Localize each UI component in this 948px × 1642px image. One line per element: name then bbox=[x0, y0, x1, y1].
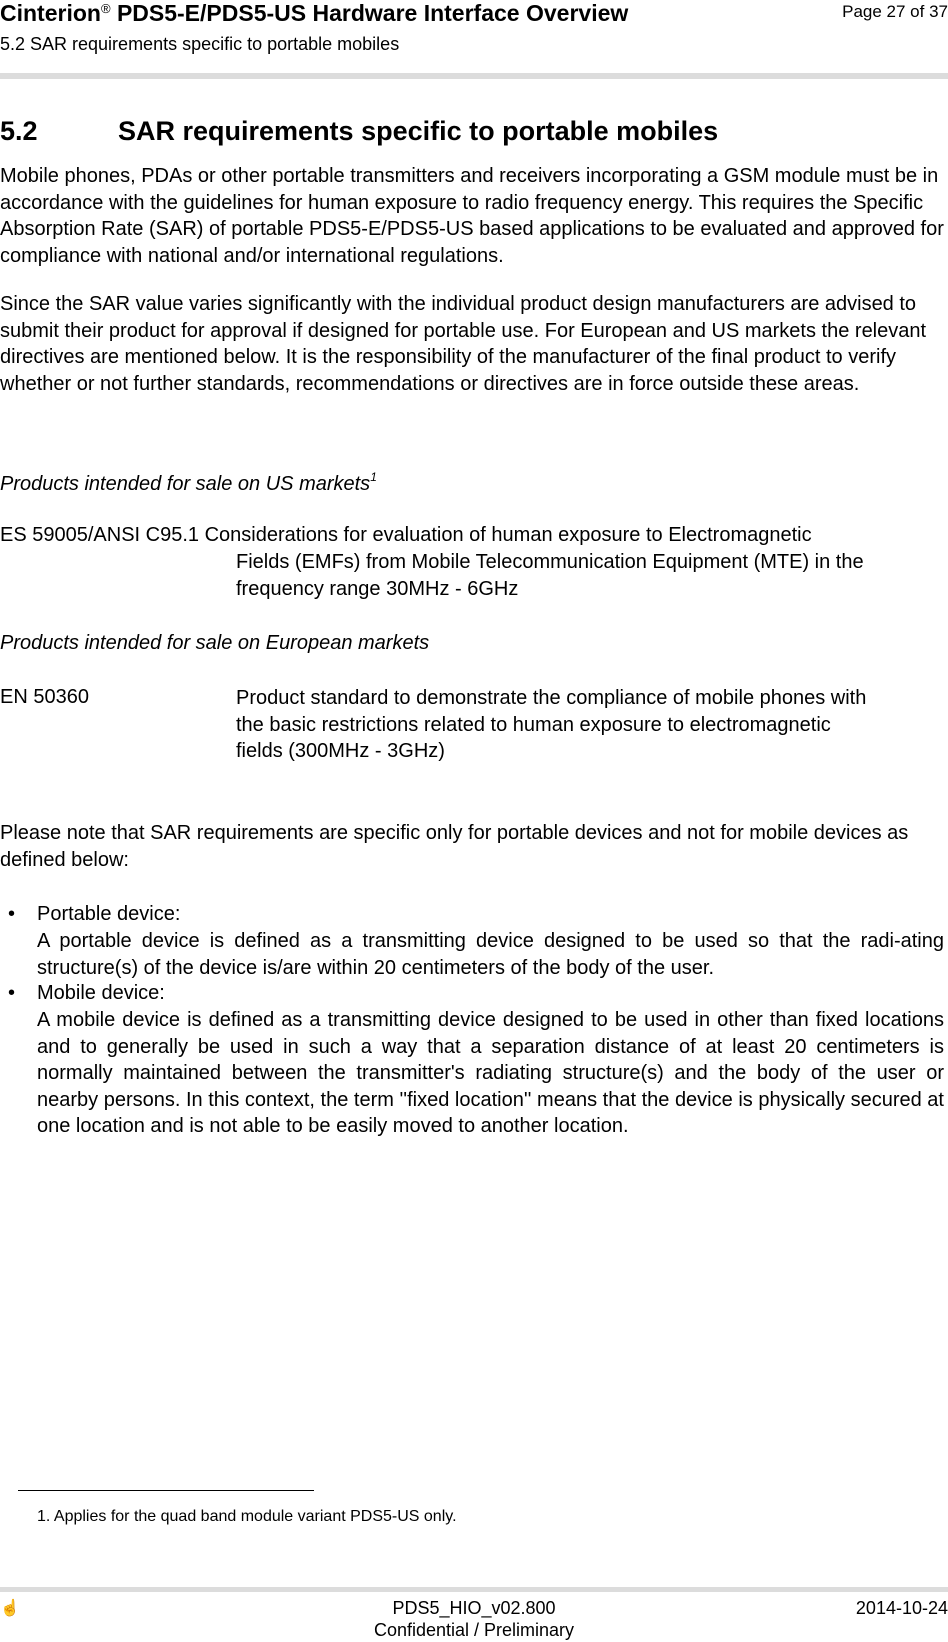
us-markets-heading: Products intended for sale on US markets$^1$ bbox=[0, 470, 377, 495]
bullet-marker: • bbox=[8, 982, 16, 1004]
running-section-title: 5.2 SAR requirements specific to portable mobiles bbox=[0, 34, 400, 54]
paragraph-sar-variation: Since the SAR value varies significantly with the individual product design manufacturers are advised to submit their product for approval if designed for portable use. For European and US markets the relevant directives are mentioned below. It is the responsibility of the manufacturer of the final product to verify whether or not further standards, recommendations or directives are in force outside these areas. bbox=[0, 293, 927, 395]
section-title: SAR requirements specific to portable mobiles bbox=[118, 116, 719, 146]
bullet-marker: • bbox=[8, 903, 16, 925]
section-heading bbox=[0, 116, 718, 147]
document-title bbox=[0, 0, 628, 27]
confidentiality-label: Confidential / Preliminary bbox=[373, 1620, 575, 1640]
hand-icon: ☝ bbox=[0, 1600, 20, 1617]
footnote-rule bbox=[18, 1490, 314, 1491]
us-standard-desc-rest bbox=[236, 549, 944, 602]
us-standard-desc-first: Considerations for evaluation of human exposure to Electromagnetic bbox=[204, 524, 812, 546]
title-text: PDS5-E/PDS5-US Hardware Interface Overview bbox=[116, 0, 629, 26]
section-number: 5.2 bbox=[0, 116, 38, 146]
bullet-text-portable: A portable device is defined as a transmitting device designed to be used so that the radi-ating structure(s) of the device is/are within 20 centimeters of the body of the user. bbox=[37, 930, 944, 979]
header-divider bbox=[0, 73, 948, 79]
us-standard-id: ES 59005/ANSI C95.1 bbox=[0, 524, 200, 546]
eu-desc-line: fields (300MHz - 3GHz) bbox=[236, 740, 445, 762]
us-standard-line bbox=[0, 524, 812, 547]
brand-name: Cinterion bbox=[0, 0, 101, 26]
footer-divider bbox=[0, 1587, 948, 1592]
page-number: Page 27 of 37 bbox=[842, 2, 948, 21]
eu-standard-id: EN 50360 bbox=[0, 686, 89, 708]
eu-markets-heading: Products intended for sale on European markets bbox=[0, 632, 430, 654]
document-date: 2014-10-24 bbox=[855, 1598, 948, 1618]
us-desc-line: frequency range 30MHz - 6GHz bbox=[236, 577, 519, 600]
eu-standard-desc bbox=[236, 685, 944, 765]
eu-desc-line: Product standard to demonstrate the compliance of mobile phones with bbox=[236, 687, 867, 709]
footnote-reference: 1 bbox=[370, 470, 377, 484]
paragraph-note: Please note that SAR requirements are specific only for portable devices and not for mobile devices as defined below: bbox=[0, 822, 909, 871]
bullet-label-mobile: Mobile device: bbox=[37, 982, 165, 1004]
eu-desc-line: the basic restrictions related to human exposure to electromagnetic bbox=[236, 713, 831, 736]
bullet-text-mobile: A mobile device is defined as a transmitting device designed to be used in other than fixed locations and to generally be used in such a way that a separation distance of at least 20 centimeters is normally maintained between the transmitter's radiating structure(s) and the body of the user or nearby persons. In this context, the term ''fixed location'' means that the device is physically secured at one location and is not able to be easily moved to another location. bbox=[37, 1009, 944, 1137]
paragraph-intro: Mobile phones, PDAs or other portable transmitters and receivers incorporating a GSM module must be in accordance with the guidelines for human exposure to radio frequency energy. This requires the Specific Absorption Rate (SAR) of portable PDS5-E/PDS5-US based applications to be evaluated and approved for compliance with national and/or international regulations. bbox=[0, 165, 944, 267]
footnote-text: 1. Applies for the quad band module variant PDS5-US only. bbox=[37, 1508, 457, 1525]
us-desc-line: Fields (EMFs) from Mobile Telecommunication Equipment (MTE) in the bbox=[236, 551, 864, 573]
registered-mark: ® bbox=[100, 1, 111, 16]
document-id: PDS5_HIO_v02.800 bbox=[392, 1598, 556, 1618]
bullet-label-portable: Portable device: bbox=[37, 903, 181, 925]
